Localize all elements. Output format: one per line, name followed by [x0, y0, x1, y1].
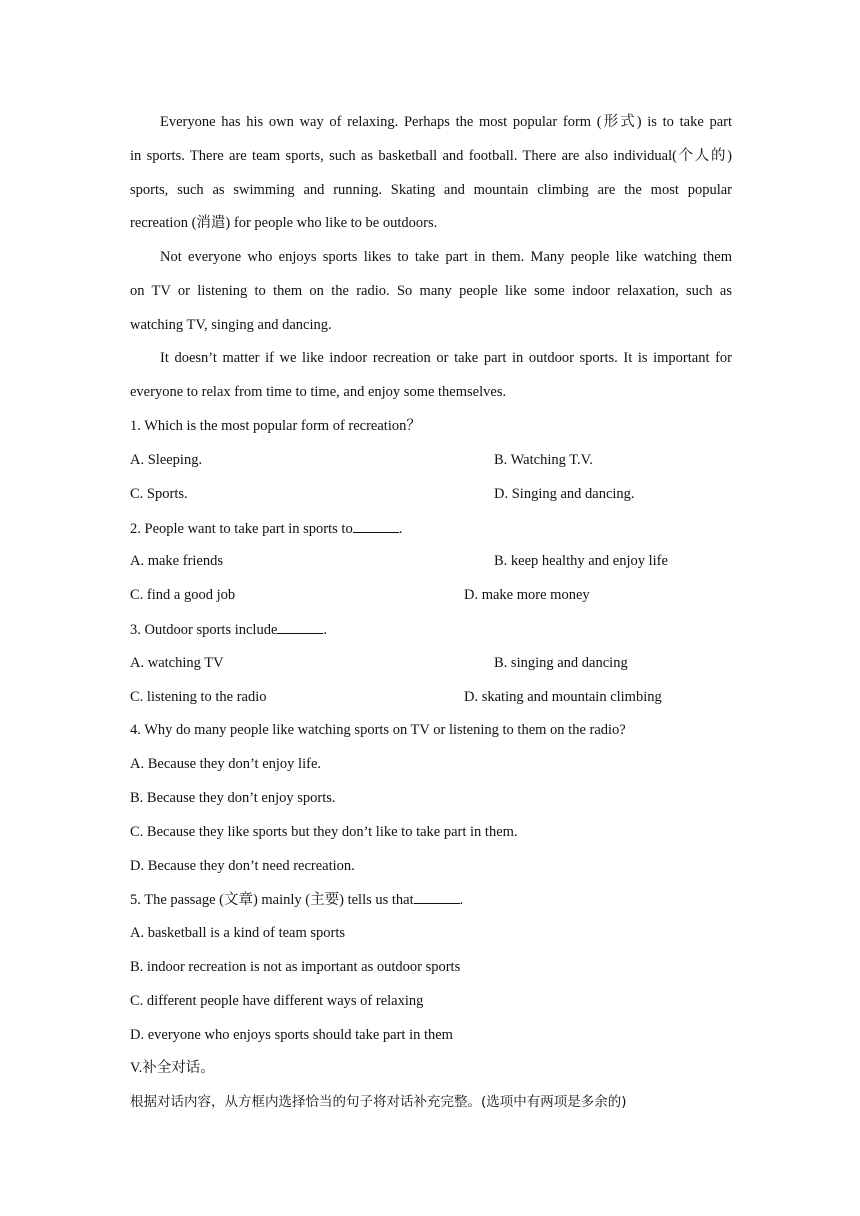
passage-p2-line2: on TV or listening to them on the radio. So many people like some indoor relaxation, such as: [130, 283, 732, 299]
question-1-option-b: B. Watching T.V.: [494, 452, 593, 468]
question-3-option-c: C. listening to the radio: [130, 689, 267, 705]
question-1-option-a: A. Sleeping.: [130, 452, 203, 468]
passage-p1-line2: in sports. There are team sports, such as basketball and football. There are also individual(个人的): [130, 148, 732, 164]
question-1-option-c: C. Sports.: [130, 486, 188, 502]
question-4-option-a: A. Because they don’t enjoy life.: [130, 756, 321, 772]
question-2-stem-row: [130, 518, 402, 539]
section-5-heading: V.补全对话。: [130, 1060, 215, 1076]
question-5-stem-end: .: [459, 892, 464, 908]
question-3-option-b: B. singing and dancing: [494, 655, 628, 671]
question-5-stem-row: [130, 889, 463, 910]
question-3-option-a: A. watching TV: [130, 655, 224, 671]
question-1-stem: 1. Which is the most popular form of recreation？: [130, 418, 421, 434]
answer-blank: [353, 518, 399, 533]
question-5-option-c: C. different people have different ways of relaxing: [130, 993, 424, 1009]
passage-p1-line3: sports, such as swimming and running. Skating and mountain climbing are the most popular: [130, 182, 732, 198]
question-5-option-a: A. basketball is a kind of team sports: [130, 925, 346, 941]
passage-p3-line1: It doesn’t matter if we like indoor recreation or take part in outdoor sports. It is important for: [160, 350, 732, 366]
answer-blank: [414, 889, 460, 904]
answer-blank: [277, 619, 323, 634]
question-2-stem-end: .: [398, 521, 403, 537]
question-2-option-a: A. make friends: [130, 553, 224, 569]
question-3-stem: 3. Outdoor sports include: [130, 622, 278, 638]
question-2-stem: 2. People want to take part in sports to: [130, 521, 353, 537]
passage-p1-line4: recreation (消遣) for people who like to be outdoors.: [130, 215, 438, 231]
section-5-instruction: 根据对话内容，从方框内选择恰当的句子将对话补充完整。(选项中有两项是多余的): [130, 1094, 627, 1110]
question-4-stem: 4. Why do many people like watching sports on TV or listening to them on the radio?: [130, 722, 626, 738]
question-4-option-b: B. Because they don’t enjoy sports.: [130, 790, 336, 806]
question-1-option-d: D. Singing and dancing.: [494, 486, 635, 502]
question-4-option-d: D. Because they don’t need recreation.: [130, 858, 355, 874]
question-5-option-b: B. indoor recreation is not as important as outdoor sports: [130, 959, 461, 975]
question-4-option-c: C. Because they like sports but they don’t like to take part in them.: [130, 824, 518, 840]
passage-p2-line3: watching TV, singing and dancing.: [130, 317, 332, 333]
question-2-option-d: D. make more money: [464, 587, 590, 603]
question-2-option-b: B. keep healthy and enjoy life: [494, 553, 668, 569]
question-3-option-d: D. skating and mountain climbing: [464, 689, 662, 705]
question-3-stem-end: .: [323, 622, 328, 638]
question-2-option-c: C. find a good job: [130, 587, 236, 603]
question-5-option-d: D. everyone who enjoys sports should take part in them: [130, 1027, 453, 1043]
passage-p1-line1: Everyone has his own way of relaxing. Perhaps the most popular form (形式) is to take part: [160, 114, 732, 130]
question-5-stem: 5. The passage (文章) mainly (主要) tells us that: [130, 892, 414, 908]
passage-p2-line1: Not everyone who enjoys sports likes to take part in them. Many people like watching them: [160, 249, 732, 265]
passage-p3-line2: everyone to relax from time to time, and enjoy some themselves.: [130, 384, 507, 400]
question-3-stem-row: [130, 619, 327, 640]
